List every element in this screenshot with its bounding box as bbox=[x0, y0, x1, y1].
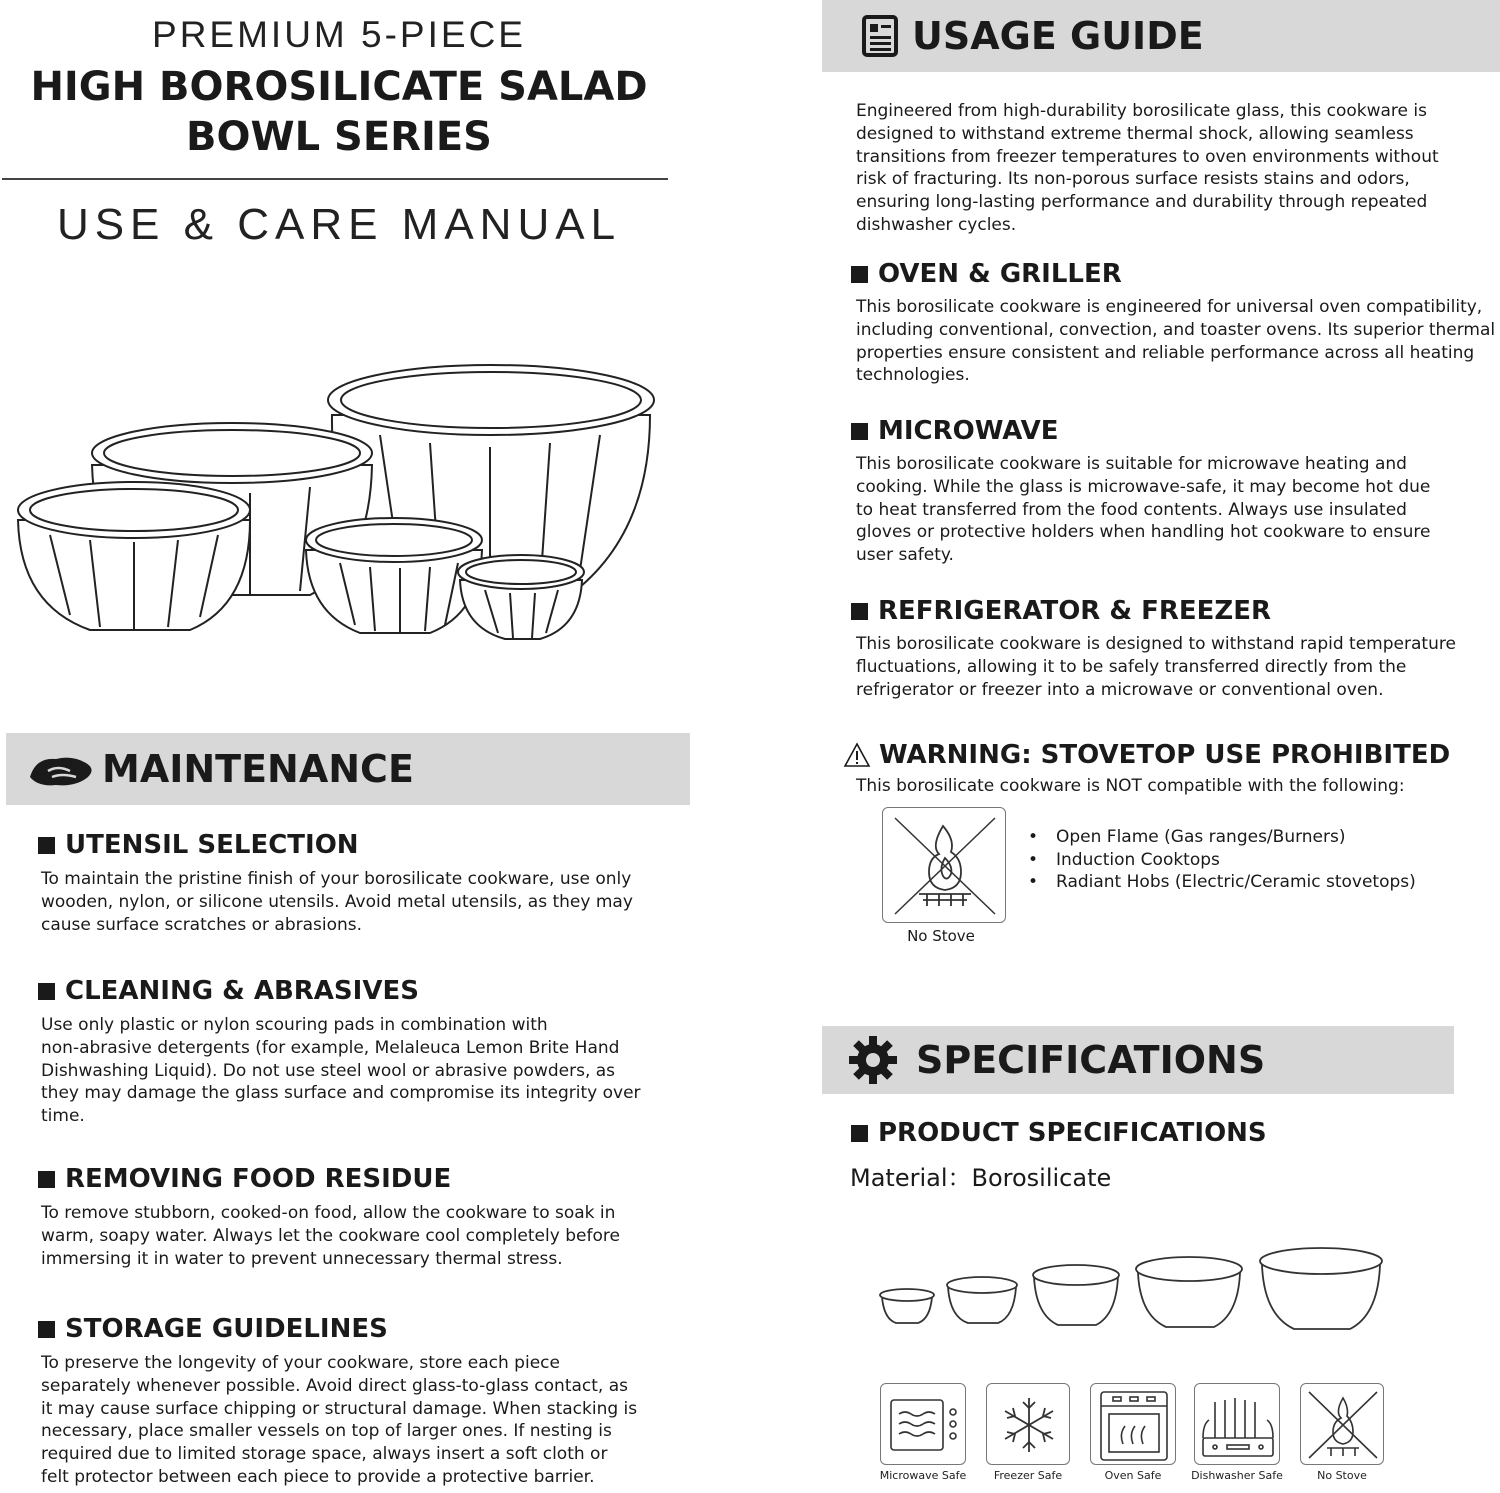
oven-icon bbox=[1090, 1383, 1176, 1465]
section-heading: OVEN & GRILLER bbox=[851, 259, 1496, 289]
no-stove-label: No Stove bbox=[1317, 1469, 1367, 1482]
section-removing-food-residue bbox=[38, 1164, 678, 1270]
title-divider bbox=[2, 178, 668, 180]
section-heading: REMOVING FOOD RESIDUE bbox=[38, 1164, 678, 1194]
square-bullet-icon bbox=[851, 266, 868, 283]
list-item: • Induction Cooktops bbox=[1028, 849, 1488, 872]
section-body: To remove stubborn, cooked-on food, allow the cookware to soak in warm, soapy water. Always let the cookware cool completely before immersing it in water to prevent unnecessary thermal stress. bbox=[41, 1203, 620, 1269]
section-body: Use only plastic or nylon scouring pads in combination with non-abrasive detergents (for example, Melaleuca Lemon Brite Hand Dishwashing Liquid). Do not use steel wool or abrasive powders, as they may damage the glass surface and compromise its integrity over time. bbox=[41, 1015, 641, 1127]
square-bullet-icon bbox=[38, 1321, 55, 1338]
section-body: To preserve the longevity of your cookware, store each piece separately whenever possible. Avoid direct glass-to-glass contact, as it may cause surface chipping or structural damage. When stacking is necessary, place smaller vessels on top of larger ones. If nesting is required due to limited storage space, always insert a soft cloth or felt protector between each piece to provide a protective barrier. bbox=[41, 1353, 638, 1487]
hand-washing-icon bbox=[26, 747, 98, 791]
dishwasher-icon bbox=[1194, 1383, 1280, 1465]
list-item: • Open Flame (Gas ranges/Burners) bbox=[1028, 826, 1488, 849]
usage-guide-banner bbox=[822, 0, 1500, 72]
freezer-safe-label: Freezer Safe bbox=[993, 1469, 1063, 1482]
microwave-icon bbox=[880, 1383, 966, 1465]
section-heading: STORAGE GUIDELINES bbox=[38, 1314, 678, 1344]
warning-section bbox=[843, 740, 1493, 798]
section-body: This borosilicate cookware is engineered for universal oven compatibility, including conventional, convection, and toaster ovens. Its superior thermal properties ensure consistent and reliable performance across all heating technologies. bbox=[856, 297, 1496, 386]
section-body: To maintain the pristine finish of your borosilicate cookware, use only wooden, nylon, or silicone utensils. Avoid metal utensils, as they may cause surface scratches or abrasions. bbox=[41, 869, 633, 935]
section-body: This borosilicate cookware is designed to withstand rapid temperature fluctuations, allowing it to be safely transferred directly from the refrigerator or freezer into a microwave or conventional oven. bbox=[856, 634, 1456, 700]
square-bullet-icon bbox=[38, 1171, 55, 1188]
square-bullet-icon bbox=[851, 1125, 868, 1142]
material-spec: Material：Borosilicate bbox=[850, 1164, 1112, 1192]
section-cleaning-abrasives bbox=[38, 976, 678, 1128]
section-oven-griller bbox=[851, 259, 1496, 387]
square-bullet-icon bbox=[38, 983, 55, 1000]
section-heading: CLEANING & ABRASIVES bbox=[38, 976, 678, 1006]
no-stove-icon bbox=[882, 807, 1006, 923]
section-refrigerator-freezer bbox=[851, 596, 1496, 701]
warning-triangle-icon bbox=[843, 742, 871, 768]
main-title-line2: BOWL SERIES bbox=[186, 114, 492, 160]
specifications-banner bbox=[822, 1026, 1454, 1094]
warning-intro: This borosilicate cookware is NOT compatible with the following: bbox=[856, 776, 1405, 796]
maintenance-banner bbox=[6, 733, 690, 805]
subtitle: USE & CARE MANUAL bbox=[56, 200, 622, 249]
incompatible-list bbox=[1028, 826, 1488, 894]
square-bullet-icon bbox=[851, 603, 868, 620]
main-title-line1: HIGH BOROSILICATE SALAD bbox=[30, 64, 648, 110]
gear-icon bbox=[848, 1035, 898, 1085]
snowflake-icon bbox=[986, 1383, 1070, 1465]
main-title bbox=[0, 62, 678, 162]
oven-safe-label: Oven Safe bbox=[1104, 1469, 1162, 1482]
bowl-set-illustration bbox=[10, 355, 660, 655]
microwave-safe-label: Microwave Safe bbox=[879, 1469, 967, 1482]
usage-intro: Engineered from high-durability borosilicate glass, this cookware is designed to withstand extreme thermal shock, allowing seamless transitions from freezer temperatures to oven environments without risk of fracturing. Its non-porous surface resists stains and odors, ensuring long-lasting performance and durability through repeated dishwasher cycles. bbox=[856, 101, 1439, 235]
section-utensil-selection bbox=[38, 830, 678, 936]
document-list-icon bbox=[862, 15, 898, 57]
specifications-title: SPECIFICATIONS bbox=[916, 1038, 1266, 1082]
section-microwave bbox=[851, 416, 1496, 567]
section-body: This borosilicate cookware is suitable for microwave heating and cooking. While the glass is microwave-safe, it may become hot due to heat transferred from the food contents. Always use insulated gloves or protective holders when handling hot cookware to ensure user safety. bbox=[856, 454, 1431, 566]
no-stove-small-icon bbox=[1300, 1383, 1384, 1465]
usage-guide-title: USAGE GUIDE bbox=[912, 14, 1204, 58]
section-storage-guidelines bbox=[38, 1314, 678, 1489]
warning-heading: WARNING: STOVETOP USE PROHIBITED bbox=[843, 740, 1493, 770]
list-item: • Radiant Hobs (Electric/Ceramic stovetops) bbox=[1028, 871, 1488, 894]
pre-title: PREMIUM 5-PIECE bbox=[152, 14, 526, 55]
square-bullet-icon bbox=[851, 423, 868, 440]
section-heading: MICROWAVE bbox=[851, 416, 1496, 446]
dishwasher-safe-label: Dishwasher Safe bbox=[1191, 1469, 1283, 1482]
bowl-sizes-illustration bbox=[870, 1245, 1400, 1335]
section-heading: UTENSIL SELECTION bbox=[38, 830, 678, 860]
maintenance-title: MAINTENANCE bbox=[102, 747, 414, 791]
no-stove-caption: No Stove bbox=[907, 927, 975, 945]
square-bullet-icon bbox=[38, 837, 55, 854]
section-heading: REFRIGERATOR & FREEZER bbox=[851, 596, 1496, 626]
product-specifications-heading: PRODUCT SPECIFICATIONS bbox=[851, 1118, 1267, 1148]
